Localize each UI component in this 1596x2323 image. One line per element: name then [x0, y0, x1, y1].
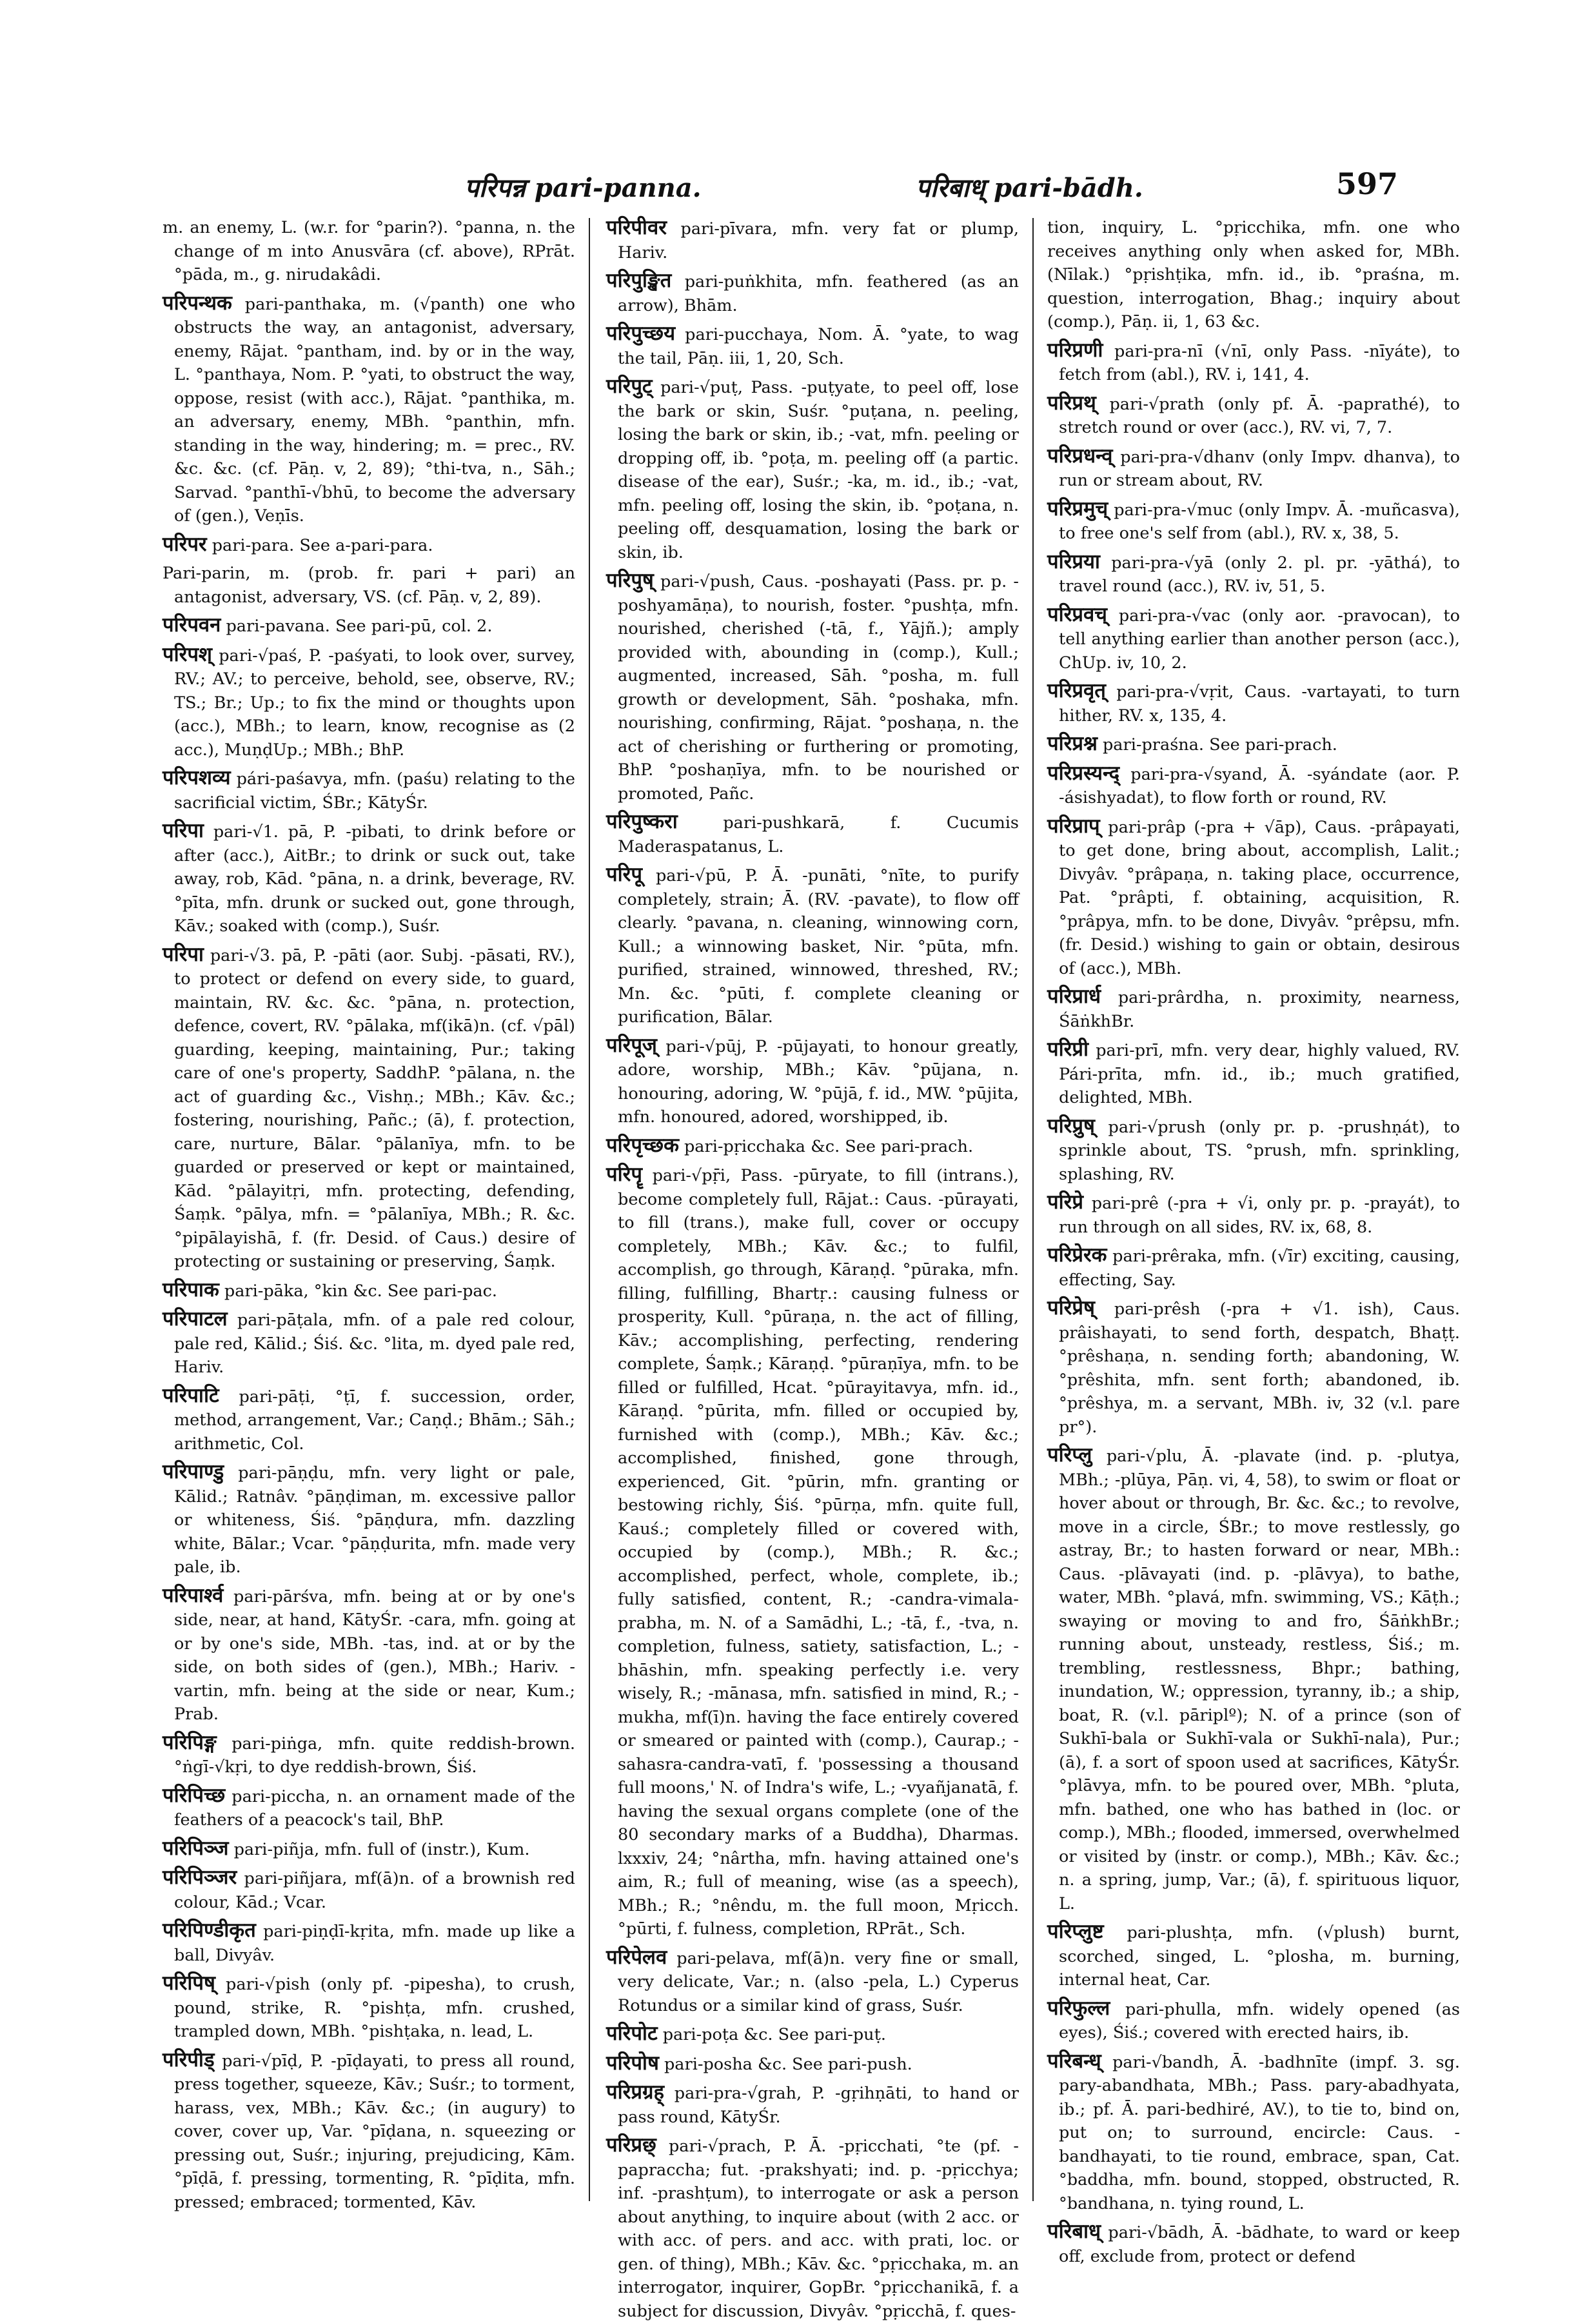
dictionary-entry [1047, 339, 1460, 387]
entry-text: pári-paśavya, mfn. (paśu) relating to the sacrificial victim, ŚBr.; KātyŚr. [174, 769, 576, 813]
dictionary-entry [163, 1972, 575, 2044]
dictionary-entry [1047, 1114, 1460, 1187]
dictionary-entry [606, 2022, 1019, 2047]
entry-headword: परिप्रग्रह् [606, 2081, 664, 2104]
dictionary-entry [1047, 762, 1460, 810]
entry-headword: परिपिङ्ग [163, 1730, 217, 1754]
entry-text: pari-pra-√vṛit, Caus. -vartayati, to turn hither, RV. x, 135, 4. [1059, 682, 1460, 726]
dictionary-entry [163, 1460, 575, 1579]
entry-headword: परिपन्थक [163, 291, 232, 315]
entry-headword: परिप्रमुच् [1047, 497, 1108, 520]
entry-headword: परिपिच्छ [163, 1783, 226, 1807]
entry-headword: परिप्रणी [1047, 338, 1103, 362]
entry-text: pari-panthaka, m. (√panth) one who obstructs the way, an antagonist, adversary, enemy, Rājat. °pantham, ind. by or in the way, L. °panthaya, Nom. P. °yati, to obstruct the way, oppose, resist (with acc.), Rājat. °panthika, m. an adversary, enemy, MBh. °panthin, mfn. standing in the way, hindering; m. = prec., RV. &c. &c. (cf. Pāṇ. v, 2, 89); °thi-tva, n., Sāh.; Sarvad. °panthī-√bhū, to become the adversary of (gen.), Veṇīs. [174, 294, 576, 526]
dictionary-entry [163, 1837, 575, 1862]
entry-headword: परिपार्श्व [163, 1583, 224, 1607]
entry-headword: परिपुट् [606, 375, 653, 398]
entry-text: pari-√3. pā, P. -pāti (aor. Subj. -pāsati, RV.), to protect or defend on every side, to guard, maintain, RV. &c. &c. °pāna, n. protection, defence, covert, RV. °pālaka, mf(ikā)n. (cf. √pāl) guarding, keeping, maintaining, Pur.; taking care of one's property, SaddhP. °pālana, n. the act of guarding &c., Vishṇ.; MBh.; Kāv. &c.; fostering, nourishing, Pañc.; (ā), f. protection, care, nurture, Bālar. °pālanīya, mfn. to be guarded or preserved or kept or maintained, Kād. °pālayitṛi, mfn. protecting, defending, Śaṃk. °pālya, mfn. = °pālanīya, MBh.; R. &c. °pipālayishā, f. (fr. Desid. of Caus.) desire of protecting or sustaining or preserving, Śaṃk. [174, 945, 576, 1271]
entry-text: pari-pāṭala, mfn. of a pale red colour, pale red, Kālid.; Śiś. &c. °lita, m. dyed pale red, Hariv. [174, 1310, 576, 1377]
entry-headword: परिबन्ध् [1047, 2049, 1101, 2073]
dictionary-entry [163, 292, 575, 528]
entry-headword: परिपाटि [163, 1383, 219, 1407]
dictionary-entry [1047, 603, 1460, 675]
entry-text: pari-√push, Caus. -poshayati (Pass. pr. p. -poshyamāṇa), to nourish, foster. °pushṭa, mfn. nourished, cherished (-tā, f., Yājñ.); amply provided with, abounding in (comp.), Kull.; augmented, increased, Sāh. °posha, m. full growth or development, Sāh. °poshaka, mfn. nourishing, confirming, Rājat. °poshaṇa, n. the act of cherishing or furthering or promoting, BhP. °poshaṇīya, mfn. to be nourished or promoted, Pañc. [618, 572, 1019, 804]
entry-headword: परिपश् [163, 642, 213, 666]
entry-headword: परिप्रया [1047, 549, 1100, 573]
entry-text: pari-pra-√muc (only Impv. Ā. -muñcasva), to free one's self from (abl.), RV. x, 38, 5. [1059, 500, 1461, 543]
running-head-right: परिबाध् pari-bādh. [916, 173, 1143, 203]
dictionary-entry [163, 1307, 575, 1379]
dictionary-entry [606, 269, 1019, 317]
entry-text: pari-pāka, °kin &c. See pari-pac. [224, 1281, 497, 1301]
entry-text: pari-pārśva, mfn. being at or by one's side, near, at hand, KātyŚr. -cara, mfn. going at or by one's side, MBh. -tas, ind. at or by the side, on both sides of (gen.), MBh.; Hariv. -vartin, mfn. being at the side or near, Kum.; Prab. [174, 1587, 575, 1724]
entry-headword: परिप्रस्यन्द् [1047, 761, 1120, 785]
dictionary-entry [163, 819, 575, 938]
entry-text: pari-√pṝi, Pass. -pūryate, to fill (intrans.), become completely full, Rājat.: Caus. -pūrayati, to fill (trans.), make full, cover or occupy completely, MBh.; Kāv. &c.; to fulfil, accomplish, go through, Kāraṇḍ. °pūraka, mfn. filling, fulfilling, Bhartṛ.: causing fulness or prosperity, Kull. °pūraṇa, n. the act of filling, Kāv.; accomplishing, perfecting, rendering complete, Śaṃk.; Kāraṇḍ. °pūraṇīya, mfn. to be filled or fulfilled, Hcat. °pūrayitavya, mfn. id., Kāraṇḍ. °pūrita, mfn. filled or occupied by, furnished with (comp.), MBh.; Kāv. &c.; accomplished, finished, gone through, experienced, Git. °pūrin, mfn. granting or bestowing richly, Śiś. °pūrṇa, mfn. quite full, Kauś.; completely filled or covered with, occupied by (comp.), MBh.; R. &c.; accomplished, perfect, whole, complete, ib.; fully satisfied, content, R.; -candra-vimala-prabha, m. N. of a Samādhi, L.; -tā, f., -tva, n. completion, fulness, satiety, satisfaction, L.; -bhāshin, mfn. speaking perfectly i.e. very wisely, R.; -mānasa, mfn. satisfied in mind, R.; -mukha, mf(ī)n. having the face entirely covered or smeared or painted with (comp.), Caurap.; -sahasra-candra-vatī, f. 'possessing a thousand full moons,' N. of Indra's wife, L.; -vyañjanatā, f. having the sexual organs complete (one of the 80 secondary marks of a Buddha), Dharmas. lxxxiv, 24; °nârtha, mfn. having attained one's aim, R.; full of meaning, wise (as a speech), MBh.; R.; °nêndu, m. the full moon, Mṛicch. °pūrti, f. fulness, completion, RPrāt., Sch. [618, 1166, 1019, 1939]
dictionary-entry [606, 1034, 1019, 1129]
entry-text: pari-pelava, mf(ā)n. very fine or small, very delicate, Var.; n. (also -pela, L.) Cyperus Rotundus or a similar kind of grass, Suśr. [618, 1948, 1019, 2015]
dictionary-entry [1047, 679, 1460, 727]
dictionary-entry [606, 1946, 1019, 2018]
dictionary-entry [163, 943, 575, 1274]
entry-text: pari-piṇḍī-kṛita, mfn. made up like a ball, Divyâv. [174, 1922, 575, 1965]
entry-headword: परिप्लु [1047, 1443, 1092, 1467]
entry-text: pari-√plu, Ā. -plavate (ind. p. -plutya, MBh.; -plūya, Pāṇ. vi, 4, 58), to swim or float or hover about or through, Br. &c. &c.; to revolve, move in a circle, ŚBr.; to move restlessly, go astray, Br.; to hasten forward or near, MBh.: Caus. -plāvayati (ind. p. -plāvya), to bathe, water, MBh. °plavá, mfn. swimming, VS.; Kāṭh.; swaying or moving to and fro, ŚāṅkhBr.; running about, unsteady, restless, Śiś.; m. trembling, restlessness, Bhpr.; bathing, inundation, W.; oppression, tyranny, ib.; a ship, boat, R. (v.l. pāriplº); N. of a prince (son of Sukhī-bala or Sukhī-vala or Sukhī-nala), Pur.; (ā), f. a sort of spoon used at sacrifices, KātyŚr. °plāvya, mfn. to be poured over, MBh. °pluta, mfn. bathed, one who has bathed in (loc. or comp.), MBh.; flooded, immersed, overwhelmed or visited by (instr. or comp.), MBh.; Kāv. &c.; n. a spring, jump, Var.; (ā), f. spirituous liquor, L. [1059, 1447, 1461, 1913]
entry-headword: परिप्रश्न [1047, 732, 1098, 755]
entry-text: pari-prâp (-pra + √āp), Caus. -prâpayati, to get done, bring about, accomplish, Lalit.; Divyâv. °prâpaṇa, n. taking place, occurrence, Pat. °prâpti, f. obtaining, acquisition, R. °prâpya, mfn. to be done, Divyâv. °prêpsu, mfn. (fr. Desid.) wishing to gain or obtain, desirous of (acc.), MBh. [1059, 817, 1460, 978]
dictionary-entry [606, 2133, 1019, 2323]
entry-text: pari-phulla, mfn. widely opened (as eyes), Śiś.; covered with erected hairs, ib. [1059, 1999, 1460, 2042]
entry-text: m. an enemy, L. (w.r. for °parin?). °panna, n. the change of m into Anusvāra (cf. above), RPrāt. °pāda, m., g. nirudakâdi. [163, 218, 575, 284]
entry-headword: परिप्री [1047, 1038, 1089, 1061]
entry-headword: परिप्रछ् [606, 2133, 656, 2157]
entry-text: pari-√bandh, Ā. -badhnīte (impf. 3. sg. pary-abandhata, MBh.; Pass. pary-abadhyata, ib.; pf. Ā. pari-bedhiré, AV.), to tie to, bind on, put on; to surround, encircle: Caus. -bandhayati, to tie round, embrace, span, Cat. °baddha, mfn. bound, stopped, obstructed, R. °bandhana, n. tying round, L. [1059, 2052, 1461, 2213]
entry-headword: परिप्रथ् [1047, 391, 1096, 415]
entry-text: pari-√pīḍ, P. -pīḍayati, to press all round, press together, squeeze, Kāv.; Suśr.; to torment, harass, vex, MBh.; Kāv. &c.; (in augury) to cover, cover up, Var. °pīḍana, n. squeezing or pressing out, Suśr.; injuring, prejudicing, Kām. °pīḍā, f. pressing, tormenting, R. °pīḍita, mfn. pressed; embraced; tormented, Kāv. [174, 2051, 575, 2212]
column-1 [163, 216, 576, 2212]
entry-text: pari-puṅkhita, mfn. feathered (as an arrow), Bhām. [618, 272, 1019, 315]
entry-text: pari-posha &c. See pari-push. [664, 2054, 912, 2074]
entry-text: pari-√prush (only pr. p. -prushṇát), to sprinkle about, TS. °prush, mfn. sprinkling, splashing, RV. [1059, 1117, 1460, 1184]
dictionary-entry [606, 322, 1019, 370]
entry-text: pari-√pū, P. Ā. -punāti, °nīte, to purify completely, strain; Ā. (RV. -pavate), to flow off clearly. °pavana, n. cleaning, winnowing corn, Kull.; a winnowing basket, Nir. °pūta, mfn. purified, strained, winnowed, threshed, RV.; Mn. &c. °pūti, f. complete cleaning or purification, Bālar. [618, 866, 1019, 1027]
dictionary-entry [1047, 732, 1460, 757]
dictionary-entry [1047, 2050, 1460, 2216]
dictionary-entry [163, 1866, 575, 1914]
dictionary-entry [1047, 1296, 1460, 1439]
entry-headword: परिप्रवच् [1047, 602, 1107, 626]
column-2 [606, 216, 1019, 2321]
entry-text: pari-para. See a-pari-para. [212, 535, 433, 555]
dictionary-entry [1047, 1038, 1460, 1110]
dictionary-entry [163, 1731, 575, 1779]
dictionary-entry [1047, 497, 1460, 546]
entry-headword: परिपुष्करा [606, 810, 678, 833]
dictionary-entry [163, 562, 575, 609]
entry-headword: परिप्रेष् [1047, 1296, 1095, 1320]
entry-text: Pari-parin, m. (prob. fr. pari + pari) an antagonist, adversary, VS. (cf. Pāṇ. v, 2, 89). [163, 564, 575, 607]
dictionary-entry [163, 1919, 575, 1967]
column-divider [589, 218, 590, 2201]
dictionary-entry [606, 569, 1019, 806]
dictionary-entry [163, 2048, 575, 2215]
entry-text: pari-√pish (only pf. -pipesha), to crush, pound, strike, R. °pishṭa, mfn. crushed, trampled down, MBh. °pishṭaka, n. lead, L. [174, 1975, 576, 2041]
entry-text: pari-pra-√grah, P. -gṛihṇāti, to hand or pass round, KātyŚr. [618, 2084, 1019, 2127]
entry-text: pari-√1. pā, P. -pibati, to drink before or after (acc.), AitBr.; to drink or suck out, take away, rob, Kād. °pāna, n. a drink, beverage, RV. °pīta, mfn. drunk or sucked out, gone through, Kāv.; soaked with (comp.), Suśr. [174, 822, 575, 936]
entry-text: pari-plushṭa, mfn. (√plush) burnt, scorched, singed, L. °plosha, m. burning, internal heat, Car. [1059, 1923, 1460, 1990]
entry-headword: परिपृच्छक [606, 1133, 679, 1157]
entry-text: pari-√prath (only pf. Ā. -paprathé), to stretch round or over (acc.), RV. vi, 7, 7. [1059, 394, 1460, 437]
entry-text: pari-√paś, P. -paśyati, to look over, survey, RV.; AV.; to perceive, behold, see, observe, RV.; TS.; Br.; Up.; to fix the mind or thoughts upon (acc.), MBh.; to learn, know, recognise as (2 acc.), MuṇḍUp.; MBh.; BhP. [174, 646, 575, 760]
entry-text: pari-pra-√yā (only 2. pl. pr. -yāthá), to travel round (acc.), RV. iv, 51, 5. [1059, 553, 1460, 596]
entry-headword: परिपा [163, 942, 204, 966]
entry-headword: परिप्राप् [1047, 814, 1100, 838]
dictionary-entry [1047, 1191, 1460, 1239]
dictionary-entry [163, 1384, 575, 1456]
entry-headword: परिपाटल [163, 1307, 228, 1330]
dictionary-entry [606, 810, 1019, 858]
entry-headword: परिपिञ्जर [163, 1866, 237, 1889]
entry-headword: परिप्रे [1047, 1191, 1083, 1214]
entry-headword: परिपूज् [606, 1033, 657, 1057]
entry-text: pari-pāṇḍu, mfn. very light or pale, Kālid.; Ratnâv. °pāṇḍiman, m. excessive pallor or whiteness, Śiś. °pāṇḍura, mfn. dazzling white, Bālar.; Vcar. °pāṇḍurita, mfn. made very pale, ib. [174, 1463, 575, 1577]
column-divider [1032, 218, 1034, 2201]
entry-text: pari-piṅga, mfn. quite reddish-brown. °ṅgī-√kṛi, to dye reddish-brown, Śiś. [174, 1734, 576, 1777]
dictionary-entry [1047, 391, 1460, 440]
entry-headword: परिपोष [606, 2051, 659, 2075]
entry-text: pari-prêsh (-pra + √1. ish), Caus. prâishayati, to send forth, despatch, Bhaṭṭ. °prêshaṇa, n. sending forth; abandoning, W. °prêshita, mfn. sent forth; abandoned, ib. °prêshya, m. a servant, MBh. iv, 32 (v.l. pare pr°). [1059, 1300, 1460, 1437]
dictionary-entry [163, 1784, 575, 1832]
entry-text: pari-praśna. See pari-prach. [1102, 735, 1337, 755]
entry-text: pari-√bādh, Ā. -bādhate, to ward or keep off, exclude from, protect or defend [1059, 2223, 1460, 2266]
entry-headword: परिफुल्ल [1047, 1996, 1110, 2020]
entry-headword: परिपा [163, 819, 204, 842]
dictionary-entry [1047, 1920, 1460, 1992]
dictionary-entry [163, 1278, 575, 1303]
entry-text: pari-pra-√vac (only aor. -pravocan), to tell anything earlier than another person (acc.), ChUp. iv, 10, 2. [1059, 606, 1460, 673]
dictionary-entry [1047, 444, 1460, 493]
entry-headword: परिपीड् [163, 2048, 215, 2071]
entry-headword: परिपिष् [163, 1972, 215, 1995]
dictionary-entry [163, 613, 575, 638]
entry-headword: परिप्रुष् [1047, 1114, 1095, 1138]
entry-text: pari-poṭa &c. See pari-puṭ. [662, 2025, 886, 2044]
dictionary-entry [1047, 550, 1460, 598]
entry-text: pari-piñja, mfn. full of (instr.), Kum. [233, 1839, 530, 1859]
dictionary-entry [1047, 1997, 1460, 2045]
entry-text: pari-piñjara, mf(ā)n. of a brownish red colour, Kād.; Vcar. [174, 1869, 575, 1912]
entry-text: pari-prê (-pra + √i, only pr. p. -prayát), to run through on all sides, RV. ix, 68, 8. [1059, 1194, 1460, 1237]
entry-headword: परिपुष् [606, 569, 654, 592]
dictionary-entry [606, 2051, 1019, 2077]
dictionary-entry [1047, 815, 1460, 981]
dictionary-entry [606, 375, 1019, 564]
entry-headword: परिपशव्य [163, 766, 231, 789]
dictionary-entry [606, 1134, 1019, 1159]
dictionary-entry [1047, 1443, 1460, 1915]
dictionary-entry [1047, 1243, 1460, 1292]
dictionary-entry [163, 766, 575, 815]
entry-headword: परिपू [606, 863, 642, 886]
entry-text: pari-√pūj, P. -pūjayati, to honour greatly, adore, worship, MBh.; Kāv. °pūjana, n. honouring, adoring, W. °pūjā, f. id., MW. °pūjita, mfn. honoured, adored, worshipped, ib. [618, 1036, 1019, 1127]
column-3 [1047, 216, 1461, 2266]
entry-text: pari-pra-√dhanv (only Impv. dhanva), to run or stream about, RV. [1059, 447, 1460, 490]
entry-headword: परिपर [163, 532, 207, 556]
entry-headword: परिप्रेरक [1047, 1243, 1107, 1267]
entry-headword: परिपिण्डीकृत [163, 1919, 256, 1942]
entry-text: pari-pushkarā, f. Cucumis Maderaspatanus, L. [618, 813, 1019, 856]
entry-headword: परिपुङ्खित [606, 269, 672, 292]
entry-headword: परिपोट [606, 2022, 658, 2045]
dictionary-entry [163, 533, 575, 558]
dictionary-entry [1047, 985, 1460, 1033]
entry-headword: परिपीवर [606, 216, 667, 239]
entry-headword: परिपुच्छय [606, 322, 676, 345]
entry-headword: परिपाक [163, 1278, 219, 1301]
running-head-left: परिपन्न pari-panna. [464, 173, 702, 203]
entry-headword: परिप्रधन्व् [1047, 444, 1113, 468]
dictionary-entry [1047, 216, 1460, 334]
entry-text: tion, inquiry, L. °pṛicchika, mfn. one who receives anything only when asked for, MBh. (Nīlak.) °pṛishṭika, mfn. id., ib. °praśna, m. question, interrogation, Bhag.; inquiry about (comp.), Pāṇ. ii, 1, 63 &c. [1047, 218, 1460, 331]
dictionary-entry [606, 1163, 1019, 1941]
dictionary-entry [163, 1584, 575, 1726]
entry-headword: परिबाध् [1047, 2220, 1101, 2243]
page-number: 597 [1336, 166, 1399, 201]
entry-text: pari-pīvara, mfn. very fat or plump, Hariv. [618, 219, 1019, 262]
entry-text: pari-piccha, n. an ornament made of the feathers of a peacock's tail, BhP. [174, 1786, 575, 1830]
entry-text: pari-pra-nī (√nī, only Pass. -nīyáte), to fetch from (abl.), RV. i, 141, 4. [1059, 341, 1461, 384]
entry-text: pari-prī, mfn. very dear, highly valued, RV. Pári-prīta, mfn. id., ib.; much gratified, delighted, MBh. [1059, 1041, 1461, 1107]
dictionary-entry [163, 643, 575, 762]
entry-headword: परिप्रवृत् [1047, 679, 1106, 702]
dictionary-entry [163, 216, 575, 287]
entry-text: pari-√prach, P. Ā. -pṛicchati, °te (pf. -papraccha; fut. -prakshyati; ind. p. -pṛicchya; inf. -prashṭum), to interrogate or ask a person about anything, to inquire about (with 2 acc. or with acc. of pers. and acc. with prati, loc. or gen. of thing), MBh.; Kāv. &c. °pṛicchaka, m. an interrogator, inquirer, GopBr. °pṛicchanikā, f. a subject for discussion, Divyâv. °pṛicchā, f. ques- [618, 2137, 1019, 2321]
entry-headword: परिपवन [163, 613, 221, 637]
entry-headword: परिपिञ्ज [163, 1836, 229, 1860]
entry-text: pari-pavana. See pari-pū, col. 2. [226, 617, 493, 636]
entry-text: pari-pāṭi, °ṭī, f. succession, order, method, arrangement, Var.; Caṇḍ.; Bhām.; Sāh.; arithmetic, Col. [174, 1387, 575, 1454]
entry-text: pari-pra-√syand, Ā. -syándate (aor. P. -ásishyadat), to flow forth or round, RV. [1059, 764, 1460, 807]
dictionary-entry [606, 216, 1019, 264]
entry-text: pari-prârdha, n. proximity, nearness, ŚāṅkhBr. [1059, 988, 1461, 1031]
entry-headword: परिपॄ [606, 1163, 642, 1186]
entry-text: pari-pṛicchaka &c. See pari-prach. [684, 1136, 974, 1156]
entry-headword: परिपाण्डु [163, 1460, 224, 1483]
entry-headword: परिप्रार्ध [1047, 985, 1101, 1008]
entry-headword: परिप्लुष्ट [1047, 1920, 1104, 1943]
entry-headword: परिपेलव [606, 1945, 667, 1969]
dictionary-entry [1047, 2220, 1460, 2268]
dictionary-entry [606, 2081, 1019, 2129]
dictionary-entry [606, 863, 1019, 1029]
entry-text: pari-√puṭ, Pass. -puṭyate, to peel off, lose the bark or skin, Suśr. °puṭana, n. peeling, losing the bark or skin, ib.; -vat, mfn. peeling or dropping off, ib. °poṭa, m. peeling off (a partic. disease of the ear), Suśr.; -ka, m. id., ib.; -vat, mfn. peeling off, losing the skin, ib. °poṭana, n. peeling off, desquamation, losing the bark or skin, ib. [618, 378, 1019, 562]
entry-text: pari-prêraka, mfn. (√īr) exciting, causing, effecting, Say. [1059, 1247, 1460, 1290]
entry-text: pari-pucchaya, Nom. Ā. °yate, to wag the tail, Pāṇ. iii, 1, 20, Sch. [618, 325, 1019, 368]
